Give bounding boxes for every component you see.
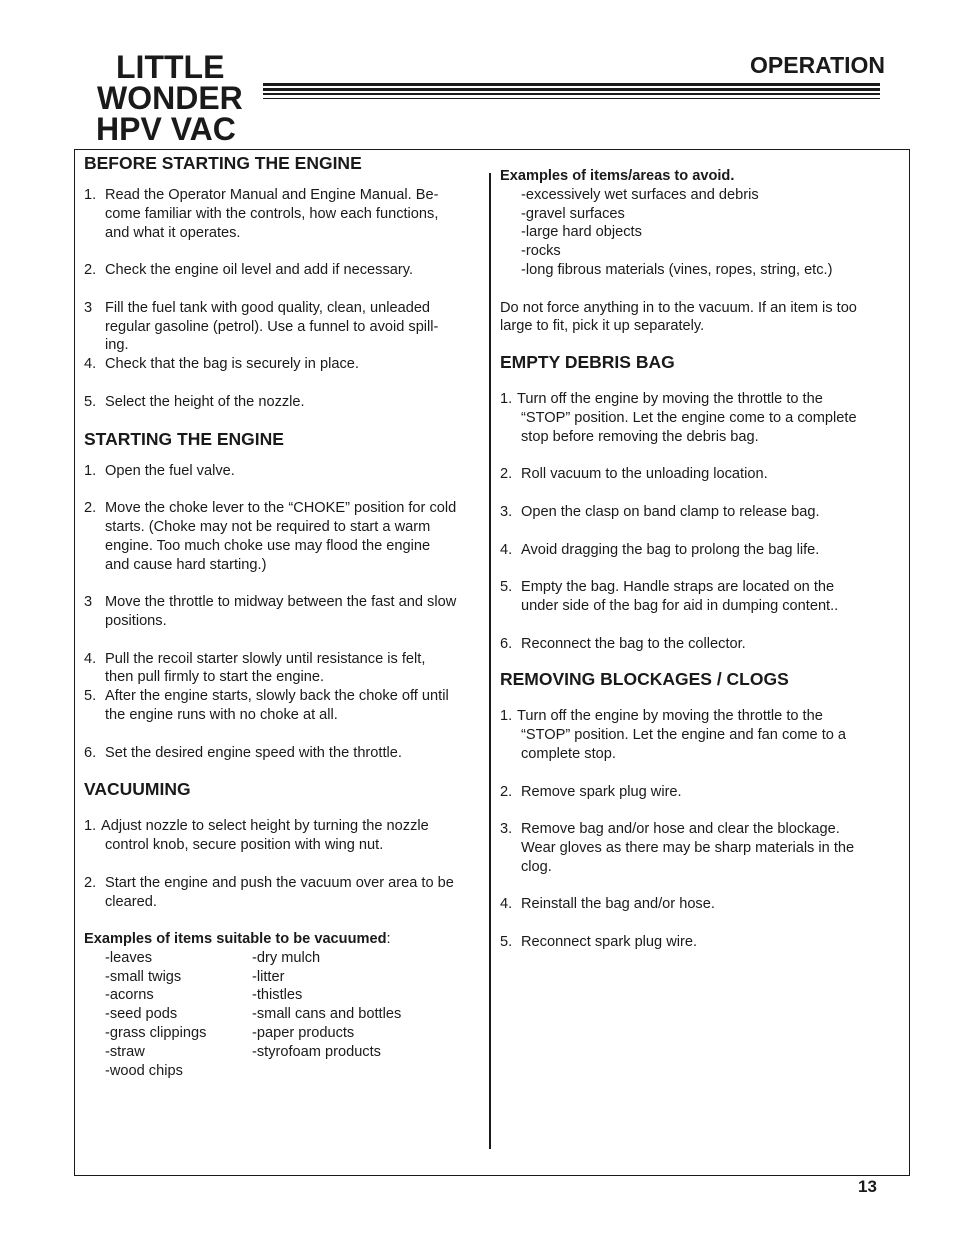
suitable-items-list: -leaves -dry mulch -small twigs -litter -acorns -thistles -seed pods -small cans and bottles -grass clippings -paper products -straw -styrofoam products -wood chips	[105, 949, 402, 1079]
list-item: 5. Reconnect spark plug wire.	[500, 933, 698, 950]
force-note: Do not force anything in to the vacuum. If an item is too large to fit, pick it up separately.	[500, 299, 857, 335]
page-number: 13	[858, 1177, 877, 1196]
list-item: 4. Reinstall the bag and/or hose.	[500, 896, 715, 913]
list-item: 1. Read the Operator Manual and Engine Manual. Be- come familiar with the controls, how each functions, and what it operates.	[84, 187, 439, 241]
brand-line: HPV VAC	[96, 111, 236, 147]
list-item: 3 Fill the fuel tank with good quality, clean, unleaded regular gasoline (petrol). Use a funnel to avoid spill- ing.	[84, 299, 439, 354]
list-item: 5. After the engine starts, slowly back the choke off until the engine runs with no choke at all.	[84, 688, 449, 723]
list-item: 1. Turn off the engine by moving the throttle to the “STOP” position. Let the engine come to a complete stop before removing the debris bag.	[500, 391, 857, 445]
list-item: 2. Check the engine oil level and add if necessary.	[84, 262, 414, 279]
list-item: 3. Open the clasp on band clamp to release bag.	[500, 503, 820, 520]
brand-logo	[96, 49, 243, 147]
suitable-items-heading: Examples of items suitable to be vacuumed:	[84, 931, 391, 948]
list-item: 4. Pull the recoil starter slowly until resistance is felt, then pull firmly to start the engine.	[84, 650, 426, 686]
list-item: 6. Set the desired engine speed with the throttle.	[84, 744, 402, 761]
header-rules	[263, 83, 880, 99]
heading-before-starting: BEFORE STARTING THE ENGINE	[84, 153, 362, 173]
avoid-heading: Examples of items/areas to avoid.	[500, 168, 735, 184]
list-item: 2. Remove spark plug wire.	[500, 783, 682, 800]
list-item: 4. Check that the bag is securely in place.	[84, 356, 359, 373]
list-item: 1. Turn off the engine by moving the throttle to the “STOP” position. Let the engine and fan come to a complete stop.	[500, 708, 847, 762]
right-column	[500, 167, 898, 952]
heading-starting-engine: STARTING THE ENGINE	[84, 428, 284, 449]
heading-empty-debris-bag: EMPTY DEBRIS BAG	[500, 352, 675, 373]
list-item: 2. Roll vacuum to the unloading location.	[500, 466, 768, 483]
list-item: 3 Move the throttle to midway between the fast and slow positions.	[84, 594, 457, 629]
list-item: 1. Adjust nozzle to select height by turning the nozzle control knob, secure position with wing nut.	[84, 818, 429, 854]
list-item: 4. Avoid dragging the bag to prolong the bag life.	[500, 541, 820, 558]
brand-line: WONDER	[97, 80, 243, 116]
list-item: 5. Select the height of the nozzle.	[84, 393, 305, 410]
list-item: 6. Reconnect the bag to the collector.	[500, 635, 746, 652]
list-item: 5. Empty the bag. Handle straps are located on the under side of the bag for aid in dumping content..	[500, 579, 839, 614]
heading-removing-blockages: REMOVING BLOCKAGES / CLOGS	[500, 669, 789, 690]
heading-vacuuming: VACUUMING	[84, 779, 191, 800]
column-divider	[489, 173, 491, 1149]
brand-line: LITTLE	[116, 49, 225, 85]
list-item: 2. Move the choke lever to the “CHOKE” position for cold starts. (Choke may not be required to start a warm engine. Too much choke use may flood the engine and cause hard starting.)	[84, 500, 457, 573]
list-item: 2. Start the engine and push the vacuum over area to be cleared.	[84, 874, 454, 910]
section-title: OPERATION	[750, 52, 886, 78]
left-column	[84, 152, 486, 1080]
list-item: 1. Open the fuel valve.	[84, 462, 235, 479]
avoid-list: -excessively wet surfaces and debris -gravel surfaces -large hard objects -rocks -long fibrous materials (vines, ropes, string, etc.)	[521, 186, 833, 278]
list-item: 3. Remove bag and/or hose and clear the blockage. Wear gloves as there may be sharp materials in the clog.	[500, 821, 855, 875]
